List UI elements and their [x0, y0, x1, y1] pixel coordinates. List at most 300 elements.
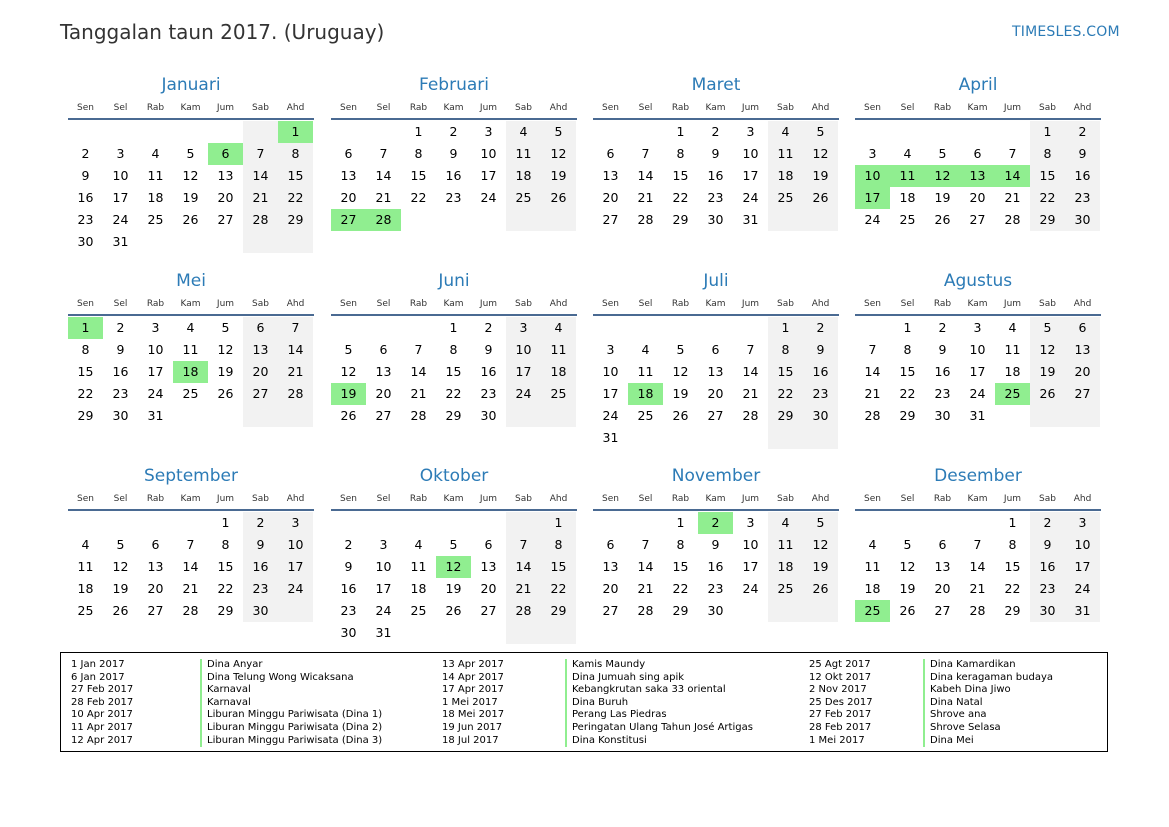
- legend-holiday-name: Liburan Minggu Pariwisata (Dina 3): [207, 734, 383, 746]
- day-cell: 12: [1030, 339, 1065, 361]
- day-cell: 25: [768, 578, 803, 600]
- weekday-label: Rab: [933, 299, 952, 309]
- day-cell: 28: [969, 603, 986, 618]
- legend-date: 28 Feb 2017: [809, 721, 872, 733]
- weekday-label: Kam: [180, 494, 201, 504]
- day-cell: 12: [803, 534, 838, 556]
- weekday-label: Rab: [933, 103, 952, 113]
- day-cell: 2: [1065, 121, 1100, 143]
- day-cell: 12: [217, 342, 234, 357]
- weekday-label: Kam: [967, 299, 988, 309]
- day-cell: 24: [1065, 578, 1100, 600]
- day-cell: 4: [868, 537, 877, 552]
- month-name: November: [671, 466, 761, 486]
- weekend-blank: [506, 622, 541, 644]
- day-cell: 8: [768, 339, 803, 361]
- weekday-label: Rab: [671, 103, 690, 113]
- day-cell: 29: [77, 408, 94, 423]
- day-cell: 9: [711, 146, 720, 161]
- day-cell: 29: [768, 405, 803, 427]
- day-cell: 12: [899, 559, 916, 574]
- day-cell: 16: [243, 556, 278, 578]
- weekday-label: Sab: [515, 103, 532, 113]
- day-cell: 11: [768, 534, 803, 556]
- day-cell: 21: [742, 386, 759, 401]
- day-cell: 17: [742, 168, 759, 183]
- day-cell: 18: [77, 581, 94, 596]
- weekday-label: Jum: [216, 494, 235, 504]
- weekend-blank: [541, 622, 576, 644]
- day-cell: 9: [711, 537, 720, 552]
- day-cell: 11: [77, 559, 94, 574]
- legend-date: 12 Okt 2017: [809, 671, 872, 683]
- weekday-label: Sel: [113, 494, 128, 504]
- day-cell: 16: [707, 168, 724, 183]
- day-cell: 2: [803, 317, 838, 339]
- day-cell: 24: [278, 578, 313, 600]
- day-cell: 30: [77, 234, 94, 249]
- day-cell: 26: [445, 603, 462, 618]
- day-cell: 16: [1030, 556, 1065, 578]
- day-cell: 10: [969, 342, 986, 357]
- weekday-label: Sel: [113, 299, 128, 309]
- day-cell: 15: [445, 364, 462, 379]
- month-name: Maret: [691, 75, 741, 95]
- day-cell: 20: [217, 190, 234, 205]
- day-cell: 3: [379, 537, 388, 552]
- day-cell: 28: [506, 600, 541, 622]
- day-cell: 18: [506, 165, 541, 187]
- weekday-label: Jum: [1003, 299, 1022, 309]
- day-cell: 23: [340, 603, 357, 618]
- weekend-blank: [243, 121, 278, 143]
- day-cell: 11: [147, 168, 164, 183]
- weekday-label: Kam: [443, 103, 464, 113]
- month-name: April: [958, 75, 998, 95]
- day-cell: 16: [1065, 165, 1100, 187]
- day-cell: 25: [147, 212, 164, 227]
- day-cell: 6: [243, 317, 278, 339]
- day-cell: 1: [676, 515, 685, 530]
- holiday-legend: [60, 652, 1108, 752]
- weekend-blank: [803, 600, 838, 622]
- day-cell: 22: [410, 190, 427, 205]
- legend-holiday-name: Kebangkrutan saka 33 oriental: [572, 684, 726, 696]
- weekday-label: Ahd: [286, 103, 305, 113]
- day-cell: 30: [707, 212, 724, 227]
- day-cell: 4: [414, 537, 423, 552]
- day-cell: 30: [1065, 209, 1100, 231]
- day-cell: 13: [602, 559, 619, 574]
- day-cell: 14: [278, 339, 313, 361]
- day-cell: 26: [112, 603, 129, 618]
- day-cell: 1: [278, 121, 313, 143]
- month-rule: [855, 118, 1101, 120]
- day-cell: 2: [116, 320, 125, 335]
- weekday-label: Rab: [671, 299, 690, 309]
- day-cell: 19: [112, 581, 129, 596]
- month-rule: [593, 118, 839, 120]
- day-cell: 12: [672, 364, 689, 379]
- day-cell: 8: [81, 342, 90, 357]
- weekend-blank: [803, 427, 838, 449]
- day-cell: 26: [803, 578, 838, 600]
- weekday-label: Sab: [515, 299, 532, 309]
- month-name: Oktober: [419, 466, 489, 486]
- month-name: Juni: [438, 271, 470, 291]
- day-cell: 21: [182, 581, 199, 596]
- day-cell: 1: [68, 317, 103, 339]
- weekday-label: Ahd: [1073, 103, 1092, 113]
- day-cell: 1: [449, 320, 458, 335]
- weekday-label: Sel: [376, 299, 391, 309]
- day-cell: 7: [506, 534, 541, 556]
- weekday-label: Kam: [180, 103, 201, 113]
- day-cell: 20: [602, 190, 619, 205]
- weekday-label: Ahd: [1073, 494, 1092, 504]
- weekday-label: Ahd: [811, 103, 830, 113]
- weekday-label: Rab: [671, 494, 690, 504]
- day-cell: 23: [803, 383, 838, 405]
- day-cell: 21: [864, 386, 881, 401]
- day-cell: 29: [672, 212, 689, 227]
- weekday-label: Sab: [777, 103, 794, 113]
- day-cell: 4: [506, 121, 541, 143]
- day-cell: 22: [278, 187, 313, 209]
- day-cell: 3: [1065, 512, 1100, 534]
- legend-date: 19 Jun 2017: [442, 721, 503, 733]
- day-cell: 18: [541, 361, 576, 383]
- page-title: Tanggalan taun 2017. (Uruguay): [60, 20, 385, 44]
- day-cell: 17: [1065, 556, 1100, 578]
- day-cell: 24: [864, 212, 881, 227]
- day-cell: 24: [480, 190, 497, 205]
- weekday-label: Sel: [638, 103, 653, 113]
- weekend-blank: [1065, 405, 1100, 427]
- day-cell: 7: [278, 317, 313, 339]
- legend-separator: [923, 659, 925, 747]
- day-cell: 3: [606, 342, 615, 357]
- month-rule: [331, 118, 577, 120]
- day-cell: 25: [77, 603, 94, 618]
- weekday-label: Sel: [900, 299, 915, 309]
- day-cell: 27: [1065, 383, 1100, 405]
- day-cell: 7: [1008, 146, 1017, 161]
- day-cell: 4: [768, 512, 803, 534]
- day-cell: 31: [602, 430, 619, 445]
- weekday-label: Sen: [77, 103, 94, 113]
- day-cell: 12: [925, 165, 960, 187]
- day-cell: 11: [541, 339, 576, 361]
- day-cell: 17: [278, 556, 313, 578]
- legend-holiday-name: Dina Natal: [930, 696, 983, 708]
- day-cell: 17: [742, 559, 759, 574]
- day-cell: 2: [484, 320, 493, 335]
- weekday-label: Rab: [146, 494, 165, 504]
- day-cell: 10: [375, 559, 392, 574]
- day-cell: 7: [641, 537, 650, 552]
- day-cell: 22: [445, 386, 462, 401]
- day-cell: 4: [768, 121, 803, 143]
- day-cell: 7: [243, 143, 278, 165]
- brand-link[interactable]: TIMESLES.COM: [1012, 24, 1120, 40]
- day-cell: 31: [147, 408, 164, 423]
- day-cell: 1: [768, 317, 803, 339]
- day-cell: 11: [864, 559, 881, 574]
- day-cell: 13: [1065, 339, 1100, 361]
- day-cell: 7: [868, 342, 877, 357]
- day-cell: 4: [541, 317, 576, 339]
- day-cell: 5: [186, 146, 195, 161]
- day-cell: 29: [217, 603, 234, 618]
- legend-holiday-name: Dina Buruh: [572, 696, 629, 708]
- day-cell: 2: [344, 537, 353, 552]
- day-cell: 31: [969, 408, 986, 423]
- day-cell: 24: [147, 386, 164, 401]
- day-cell: 3: [506, 317, 541, 339]
- day-cell: 4: [81, 537, 90, 552]
- day-cell: 11: [182, 342, 199, 357]
- day-cell: 21: [969, 581, 986, 596]
- day-cell: 28: [410, 408, 427, 423]
- weekday-label: Jum: [1003, 494, 1022, 504]
- day-cell: 28: [366, 209, 401, 231]
- day-cell: 26: [541, 187, 576, 209]
- legend-dates-3: [809, 659, 873, 747]
- day-cell: 1: [1008, 515, 1017, 530]
- day-cell: 23: [934, 386, 951, 401]
- day-cell: 14: [182, 559, 199, 574]
- day-cell: 8: [221, 537, 230, 552]
- weekend-blank: [278, 600, 313, 622]
- day-cell: 28: [243, 209, 278, 231]
- weekday-label: Sen: [864, 299, 881, 309]
- day-cell: 2: [243, 512, 278, 534]
- legend-dates-2: [442, 659, 504, 747]
- day-cell: 5: [676, 342, 685, 357]
- weekday-label: Ahd: [1073, 299, 1092, 309]
- day-cell: 12: [112, 559, 129, 574]
- day-cell: 5: [116, 537, 125, 552]
- day-cell: 18: [1004, 364, 1021, 379]
- weekday-label: Rab: [146, 299, 165, 309]
- day-cell: 25: [410, 603, 427, 618]
- day-cell: 12: [340, 364, 357, 379]
- legend-holiday-name: Dina Jumuah sing apik: [572, 671, 685, 683]
- day-cell: 6: [484, 537, 493, 552]
- legend-date: 11 Apr 2017: [71, 721, 133, 733]
- day-cell: 15: [77, 364, 94, 379]
- day-cell: 12: [436, 556, 471, 578]
- month-name: Januari: [161, 75, 221, 95]
- day-cell: 8: [676, 146, 685, 161]
- day-cell: 20: [147, 581, 164, 596]
- day-cell: 22: [77, 386, 94, 401]
- day-cell: 27: [480, 603, 497, 618]
- day-cell: 27: [934, 603, 951, 618]
- weekday-label: Sab: [515, 494, 532, 504]
- day-cell: 30: [934, 408, 951, 423]
- day-cell: 17: [506, 361, 541, 383]
- legend-date: 1 Jan 2017: [71, 659, 125, 670]
- weekday-label: Ahd: [549, 103, 568, 113]
- legend-date: 17 Apr 2017: [442, 684, 504, 696]
- day-cell: 26: [899, 603, 916, 618]
- day-cell: 21: [506, 578, 541, 600]
- day-cell: 28: [278, 383, 313, 405]
- day-cell: 9: [938, 342, 947, 357]
- day-cell: 14: [637, 168, 654, 183]
- day-cell: 18: [173, 361, 208, 383]
- weekend-blank: [1030, 405, 1065, 427]
- month-name: September: [144, 466, 238, 486]
- weekday-label: Jum: [479, 103, 498, 113]
- day-cell: 10: [1065, 534, 1100, 556]
- day-cell: 31: [1065, 600, 1100, 622]
- legend-date: 18 Jul 2017: [442, 734, 499, 746]
- day-cell: 3: [484, 124, 493, 139]
- month-name: Agustus: [943, 271, 1013, 291]
- day-cell: 16: [480, 364, 497, 379]
- day-cell: 21: [375, 190, 392, 205]
- weekday-label: Rab: [146, 103, 165, 113]
- day-cell: 9: [1030, 534, 1065, 556]
- day-cell: 2: [81, 146, 90, 161]
- weekday-label: Sab: [252, 494, 269, 504]
- weekday-label: Jum: [741, 494, 760, 504]
- weekend-blank: [243, 405, 278, 427]
- day-cell: 26: [934, 212, 951, 227]
- legend-date: 10 Apr 2017: [71, 709, 133, 721]
- day-cell: 23: [77, 212, 94, 227]
- day-cell: 20: [934, 581, 951, 596]
- day-cell: 23: [243, 578, 278, 600]
- day-cell: 13: [243, 339, 278, 361]
- legend-date: 27 Feb 2017: [809, 709, 872, 721]
- day-cell: 8: [1030, 143, 1065, 165]
- legend-holiday-name: Kamis Maundy: [572, 659, 646, 670]
- weekday-label: Sel: [376, 103, 391, 113]
- day-cell: 7: [186, 537, 195, 552]
- month-rule: [331, 509, 577, 511]
- day-cell: 20: [480, 581, 497, 596]
- day-cell: 6: [208, 143, 243, 165]
- day-cell: 30: [243, 600, 278, 622]
- weekday-label: Sel: [638, 299, 653, 309]
- month-rule: [593, 314, 839, 316]
- legend-holiday-name: Peringatan Ulang Tahun José Artigas: [572, 721, 753, 733]
- legend-separator: [200, 659, 202, 747]
- day-cell: 23: [445, 190, 462, 205]
- day-cell: 9: [449, 146, 458, 161]
- day-cell: 22: [672, 190, 689, 205]
- day-cell: 10: [147, 342, 164, 357]
- day-cell: 26: [217, 386, 234, 401]
- day-cell: 1: [1030, 121, 1065, 143]
- weekday-label: Jum: [1003, 103, 1022, 113]
- day-cell: 5: [803, 121, 838, 143]
- weekday-label: Ahd: [549, 299, 568, 309]
- legend-date: 18 Mei 2017: [442, 709, 505, 721]
- day-cell: 14: [742, 364, 759, 379]
- day-cell: 19: [182, 190, 199, 205]
- day-cell: 23: [1030, 578, 1065, 600]
- day-cell: 2: [938, 320, 947, 335]
- day-cell: 18: [864, 581, 881, 596]
- legend-date: 2 Nov 2017: [809, 684, 867, 696]
- day-cell: 18: [899, 190, 916, 205]
- day-cell: 7: [641, 146, 650, 161]
- day-cell: 5: [903, 537, 912, 552]
- weekday-label: Ahd: [811, 494, 830, 504]
- day-cell: 21: [278, 361, 313, 383]
- day-cell: 13: [934, 559, 951, 574]
- day-cell: 17: [602, 386, 619, 401]
- legend-holiday-name: Perang Las Piedras: [572, 709, 667, 721]
- day-cell: 11: [637, 364, 654, 379]
- day-cell: 19: [672, 386, 689, 401]
- day-cell: 13: [217, 168, 234, 183]
- day-cell: 10: [742, 146, 759, 161]
- day-cell: 13: [480, 559, 497, 574]
- day-cell: 31: [742, 212, 759, 227]
- legend-holiday-name: Shrove ana: [930, 709, 987, 721]
- day-cell: 5: [221, 320, 230, 335]
- day-cell: 17: [112, 190, 129, 205]
- weekday-label: Sen: [864, 103, 881, 113]
- weekday-label: Ahd: [286, 494, 305, 504]
- day-cell: 29: [445, 408, 462, 423]
- day-cell: 3: [116, 146, 125, 161]
- day-cell: 18: [628, 383, 663, 405]
- day-cell: 22: [541, 578, 576, 600]
- day-cell: 9: [344, 559, 353, 574]
- legend-date: 1 Mei 2017: [809, 734, 865, 746]
- day-cell: 8: [414, 146, 423, 161]
- day-cell: 25: [541, 383, 576, 405]
- day-cell: 24: [742, 190, 759, 205]
- weekday-label: Jum: [479, 494, 498, 504]
- day-cell: 9: [243, 534, 278, 556]
- day-cell: 29: [672, 603, 689, 618]
- day-cell: 5: [449, 537, 458, 552]
- day-cell: 10: [112, 168, 129, 183]
- weekday-label: Sen: [77, 299, 94, 309]
- weekend-blank: [541, 405, 576, 427]
- day-cell: 13: [147, 559, 164, 574]
- day-cell: 20: [969, 190, 986, 205]
- day-cell: 9: [803, 339, 838, 361]
- legend-names-2: [572, 659, 753, 747]
- weekday-label: Sen: [602, 299, 619, 309]
- day-cell: 12: [541, 143, 576, 165]
- day-cell: 6: [344, 146, 353, 161]
- day-cell: 24: [969, 386, 986, 401]
- day-cell: 23: [707, 190, 724, 205]
- day-cell: 15: [278, 165, 313, 187]
- day-cell: 9: [1065, 143, 1100, 165]
- weekday-label: Sel: [376, 494, 391, 504]
- weekend-blank: [278, 405, 313, 427]
- day-cell: 12: [803, 143, 838, 165]
- weekday-label: Rab: [409, 299, 428, 309]
- day-cell: 21: [637, 190, 654, 205]
- day-cell: 14: [995, 165, 1030, 187]
- legend-date: 25 Des 2017: [809, 696, 873, 708]
- day-cell: 1: [541, 512, 576, 534]
- day-cell: 6: [379, 342, 388, 357]
- day-cell: 6: [151, 537, 160, 552]
